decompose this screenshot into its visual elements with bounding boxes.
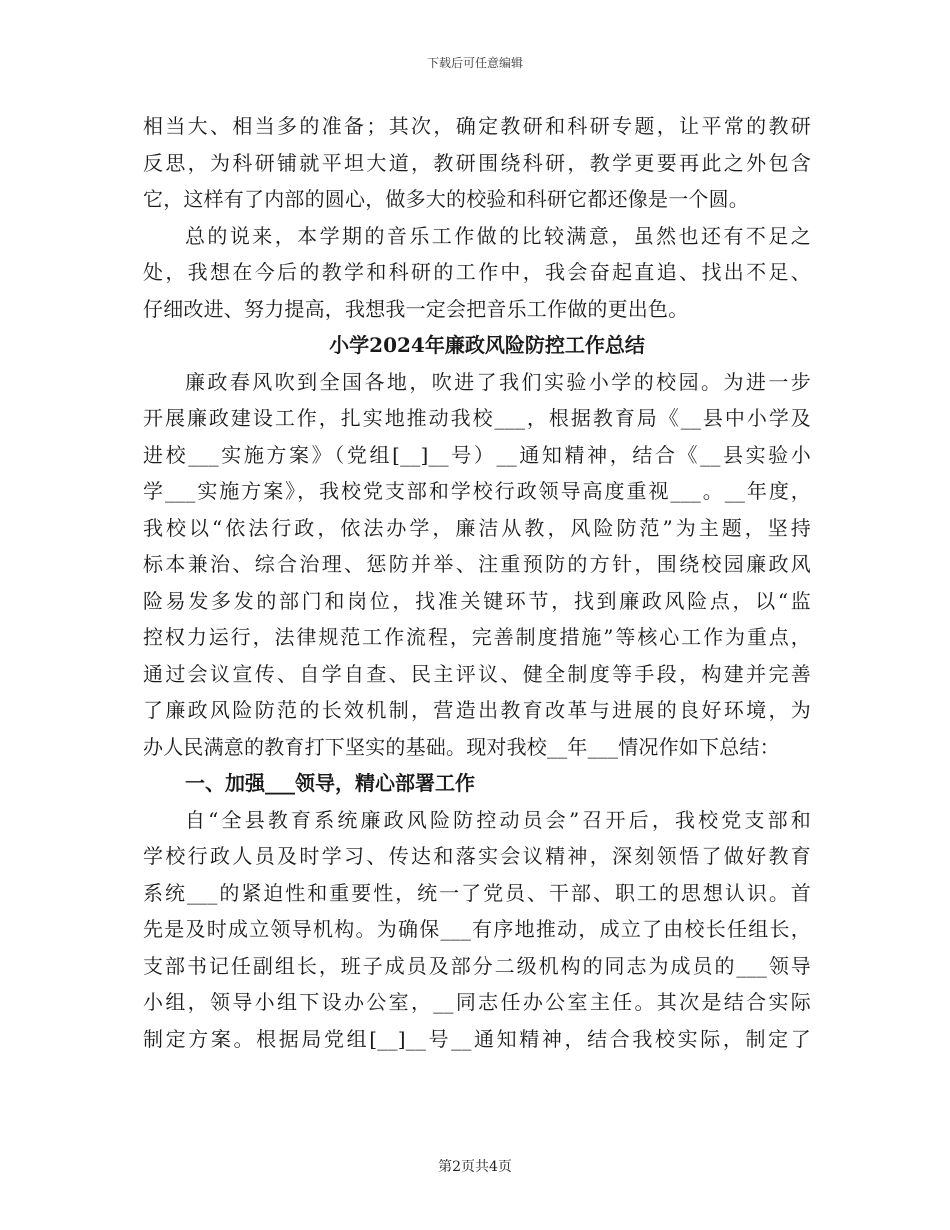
document-body <box>143 108 811 1057</box>
text-line: 反思，为科研铺就平坦大道，教研围绕科研，教学更要再此之外包含 <box>143 150 811 175</box>
text-line: 仔细改进、努力提高，我想我一定会把音乐工作做的更出色。 <box>143 296 689 321</box>
paragraph-4 <box>143 802 811 1058</box>
page-header-note: 下载后可任意编辑 <box>426 56 523 70</box>
paragraph-2 <box>143 218 811 328</box>
text-line: 它，这样有了内部的圆心，做多大的校验和科研它都还像是一个圆。 <box>143 187 749 211</box>
text-line: 了廉政风险防范的长效机制，营造出教育改革与进展的良好环境，为 <box>143 698 811 722</box>
page-number: 第2页共4页 <box>438 1159 512 1175</box>
text-line: 通过会议宣传、自学自查、民主评议、健全制度等手段，构建并完善 <box>143 661 811 686</box>
text-line: 办人民满意的教育打下坚实的基础。现对我校__年___情况作如下总结： <box>143 734 780 759</box>
text-line: 标本兼治、综合治理、惩防并举、注重预防的方针，围绕校园廉政风 <box>143 552 811 576</box>
text-line: 进校___实施方案》（党组[__]__号）__通知精神，结合《__县实验小 <box>143 442 811 467</box>
text-line: 开展廉政建设工作，扎实地推动我校___，根据教育局《__县中小学及 <box>143 406 811 430</box>
text-line: 险易发多发的部门和岗位，找准关键环节，找到廉政风险点，以“监 <box>143 588 811 613</box>
paragraph-3 <box>143 364 811 766</box>
text-line: 小组，领导小组下设办公室，__同志任办公室主任。其次是结合实际 <box>143 990 811 1014</box>
text-line: 系统___的紧迫性和重要性，统一了党员、干部、职工的思想认识。首 <box>143 880 811 905</box>
text-line: 控权力运行，法律规范工作流程，完善制度措施”等核心工作为重点， <box>143 625 811 649</box>
text-line: 处，我想在今后的教学和科研的工作中，我会奋起直追、找出不足、 <box>143 260 811 284</box>
section-heading: 一、加强___领导，精心部署工作 <box>185 771 475 795</box>
text-line: 廉政春风吹到全国各地，吹进了我们实验小学的校园。为进一步 <box>185 369 811 394</box>
text-line: 自“全县教育系统廉政风险防控动员会”召开后，我校党支部和 <box>185 807 811 832</box>
text-line: 我校以“依法行政，依法办学，廉洁从教，风险防范”为主题，坚持 <box>143 515 811 540</box>
paragraph-1 <box>143 108 811 218</box>
text-line: 先是及时成立领导机构。为确保___有序地推动，成立了由校长任组长， <box>143 917 811 941</box>
text-line: 支部书记任副组长，班子成员及部分二级机构的同志为成员的___领导 <box>143 953 811 978</box>
text-line: 学___实施方案》，我校党支部和学校行政领导高度重视___。__年度， <box>143 479 811 503</box>
text-line: 学校行政人员及时学习、传达和落实会议精神，深刻领悟了做好教育 <box>143 844 811 868</box>
document-title: 小学2024年廉政风险防控工作总结 <box>329 333 645 357</box>
text-line: 总的说来，本学期的音乐工作做的比较满意，虽然也还有不足之 <box>185 223 811 248</box>
text-line: 相当大、相当多的准备；其次，确定教研和科研专题，让平常的教研 <box>143 114 811 138</box>
text-line: 制定方案。根据局党组[__]__号__通知精神，结合我校实际，制定了 <box>143 1026 811 1051</box>
